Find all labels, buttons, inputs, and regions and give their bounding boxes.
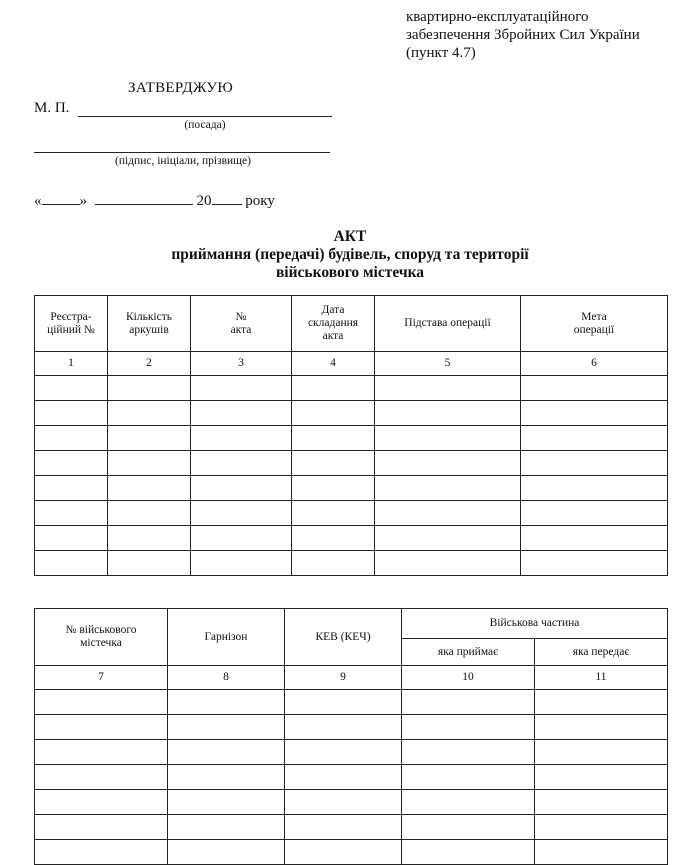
table-header-row xyxy=(35,296,668,352)
blank-cell[interactable] xyxy=(521,376,668,401)
blank-cell[interactable] xyxy=(191,376,292,401)
table-row xyxy=(35,551,668,576)
blank-cell[interactable] xyxy=(108,526,191,551)
column-number: 1 xyxy=(35,352,108,376)
blank-cell[interactable] xyxy=(108,551,191,576)
blank-cell[interactable] xyxy=(402,690,535,715)
table-row xyxy=(35,840,668,865)
blank-cell[interactable] xyxy=(108,426,191,451)
blank-cell[interactable] xyxy=(35,501,108,526)
table-row xyxy=(35,790,668,815)
blank-cell[interactable] xyxy=(108,376,191,401)
blank-cell[interactable] xyxy=(285,765,402,790)
blank-cell[interactable] xyxy=(191,426,292,451)
blank-cell[interactable] xyxy=(35,790,168,815)
blank-cell[interactable] xyxy=(521,426,668,451)
blank-cell[interactable] xyxy=(292,426,375,451)
column-number: 8 xyxy=(168,666,285,690)
blank-cell[interactable] xyxy=(402,765,535,790)
blank-cell[interactable] xyxy=(35,715,168,740)
group-header-cell: Військова частина xyxy=(402,609,668,639)
blank-cell[interactable] xyxy=(535,840,668,865)
signature-line xyxy=(34,136,330,153)
column-number: 5 xyxy=(375,352,521,376)
blank-cell[interactable] xyxy=(535,815,668,840)
table-row xyxy=(35,690,668,715)
blank-cell[interactable] xyxy=(285,840,402,865)
blank-cell[interactable] xyxy=(168,740,285,765)
approval-title: ЗАТВЕРДЖУЮ xyxy=(128,80,234,96)
blank-cell[interactable] xyxy=(191,501,292,526)
blank-cell[interactable] xyxy=(375,401,521,426)
table-row xyxy=(35,376,668,401)
table-row xyxy=(35,476,668,501)
blank-cell[interactable] xyxy=(285,790,402,815)
blank-cell[interactable] xyxy=(191,401,292,426)
blank-cell[interactable] xyxy=(35,690,168,715)
close-quote: » xyxy=(79,193,87,209)
blank-cell[interactable] xyxy=(521,551,668,576)
blank-cell[interactable] xyxy=(292,376,375,401)
blank-cell[interactable] xyxy=(375,451,521,476)
table-header-row xyxy=(35,609,668,639)
blank-cell[interactable] xyxy=(375,426,521,451)
table-row xyxy=(35,740,668,765)
military-town-table xyxy=(34,608,668,865)
blank-cell[interactable] xyxy=(521,501,668,526)
column-number-row xyxy=(35,666,668,690)
position-line xyxy=(78,100,332,117)
blank-cell[interactable] xyxy=(108,476,191,501)
blank-cell[interactable] xyxy=(35,815,168,840)
table-row xyxy=(35,501,668,526)
document-title: АКТ xyxy=(333,228,367,245)
column-number: 10 xyxy=(402,666,535,690)
blank-cell[interactable] xyxy=(521,401,668,426)
note-line: квартирно-експлуатаційного xyxy=(406,9,589,25)
table-row xyxy=(35,451,668,476)
blank-cell[interactable] xyxy=(292,551,375,576)
blank-cell[interactable] xyxy=(292,526,375,551)
blank-cell[interactable] xyxy=(521,526,668,551)
blank-cell[interactable] xyxy=(402,715,535,740)
blank-cell[interactable] xyxy=(375,501,521,526)
table-row xyxy=(35,815,668,840)
blank-cell[interactable] xyxy=(292,401,375,426)
header-cell: Реєстра- ційний № xyxy=(35,296,108,352)
blank-cell[interactable] xyxy=(285,690,402,715)
blank-cell[interactable] xyxy=(521,451,668,476)
year-blank xyxy=(212,192,242,205)
blank-cell[interactable] xyxy=(168,840,285,865)
blank-cell[interactable] xyxy=(35,551,108,576)
header-cell: Мета операції xyxy=(521,296,668,352)
header-cell: № акта xyxy=(191,296,292,352)
blank-cell[interactable] xyxy=(168,715,285,740)
position-caption: (посада) xyxy=(184,119,226,131)
column-number: 7 xyxy=(35,666,168,690)
blank-cell[interactable] xyxy=(521,476,668,501)
blank-cell[interactable] xyxy=(108,401,191,426)
blank-cell[interactable] xyxy=(402,740,535,765)
blank-cell[interactable] xyxy=(375,376,521,401)
signature-caption: (підпис, ініціали, прізвище) xyxy=(115,155,251,167)
blank-cell[interactable] xyxy=(535,765,668,790)
blank-cell[interactable] xyxy=(168,765,285,790)
blank-cell[interactable] xyxy=(292,451,375,476)
blank-cell[interactable] xyxy=(292,476,375,501)
column-number-row xyxy=(35,352,668,376)
column-number: 11 xyxy=(535,666,668,690)
blank-cell[interactable] xyxy=(375,526,521,551)
blank-cell[interactable] xyxy=(35,740,168,765)
stamp-place-label: М. П. xyxy=(34,100,70,116)
blank-cell[interactable] xyxy=(35,840,168,865)
year-suffix: року xyxy=(245,193,275,209)
column-number: 9 xyxy=(285,666,402,690)
subheader-cell: яка приймає xyxy=(402,639,535,666)
header-cell: Кількість аркушів xyxy=(108,296,191,352)
blank-cell[interactable] xyxy=(35,401,108,426)
blank-cell[interactable] xyxy=(191,451,292,476)
blank-cell[interactable] xyxy=(168,690,285,715)
table-row xyxy=(35,426,668,451)
column-number: 3 xyxy=(191,352,292,376)
blank-cell[interactable] xyxy=(402,790,535,815)
blank-cell[interactable] xyxy=(402,840,535,865)
blank-cell[interactable] xyxy=(191,551,292,576)
blank-cell[interactable] xyxy=(191,476,292,501)
note-line: (пункт 4.7) xyxy=(406,45,476,61)
document-subtitle: військового містечка xyxy=(275,264,425,281)
column-number: 2 xyxy=(108,352,191,376)
header-cell: Підстава операції xyxy=(375,296,521,352)
blank-cell[interactable] xyxy=(292,501,375,526)
blank-cell[interactable] xyxy=(191,526,292,551)
column-number: 6 xyxy=(521,352,668,376)
blank-cell[interactable] xyxy=(375,551,521,576)
date-line xyxy=(34,192,275,210)
blank-cell[interactable] xyxy=(535,740,668,765)
blank-cell[interactable] xyxy=(35,426,108,451)
blank-cell[interactable] xyxy=(35,765,168,790)
document-subtitle: приймання (передачі) будівель, споруд та території xyxy=(171,246,529,263)
blank-cell[interactable] xyxy=(108,451,191,476)
header-cell: Гарнізон xyxy=(168,609,285,666)
table-row xyxy=(35,401,668,426)
table-row xyxy=(35,526,668,551)
blank-cell[interactable] xyxy=(35,526,108,551)
header-cell: Дата складання акта xyxy=(292,296,375,352)
note-line: забезпечення Збройних Сил України xyxy=(406,27,640,43)
month-blank xyxy=(95,192,193,205)
blank-cell[interactable] xyxy=(108,501,191,526)
blank-cell[interactable] xyxy=(168,815,285,840)
subheader-cell: яка передає xyxy=(535,639,668,666)
act-register-table xyxy=(34,295,668,576)
blank-cell[interactable] xyxy=(402,815,535,840)
blank-cell[interactable] xyxy=(285,740,402,765)
table-row xyxy=(35,765,668,790)
blank-cell[interactable] xyxy=(375,476,521,501)
blank-cell[interactable] xyxy=(535,715,668,740)
order-reference-note xyxy=(406,0,696,62)
year-prefix: 20 xyxy=(196,193,212,209)
day-blank xyxy=(42,192,80,205)
blank-cell[interactable] xyxy=(35,376,108,401)
blank-cell[interactable] xyxy=(285,815,402,840)
blank-cell[interactable] xyxy=(168,790,285,815)
table-row xyxy=(35,715,668,740)
blank-cell[interactable] xyxy=(35,451,108,476)
column-number: 4 xyxy=(292,352,375,376)
header-cell: № військового містечка xyxy=(35,609,168,666)
blank-cell[interactable] xyxy=(285,715,402,740)
header-cell: КЕВ (КЕЧ) xyxy=(285,609,402,666)
blank-cell[interactable] xyxy=(35,476,108,501)
blank-cell[interactable] xyxy=(535,690,668,715)
blank-cell[interactable] xyxy=(535,790,668,815)
open-quote: « xyxy=(34,193,42,209)
